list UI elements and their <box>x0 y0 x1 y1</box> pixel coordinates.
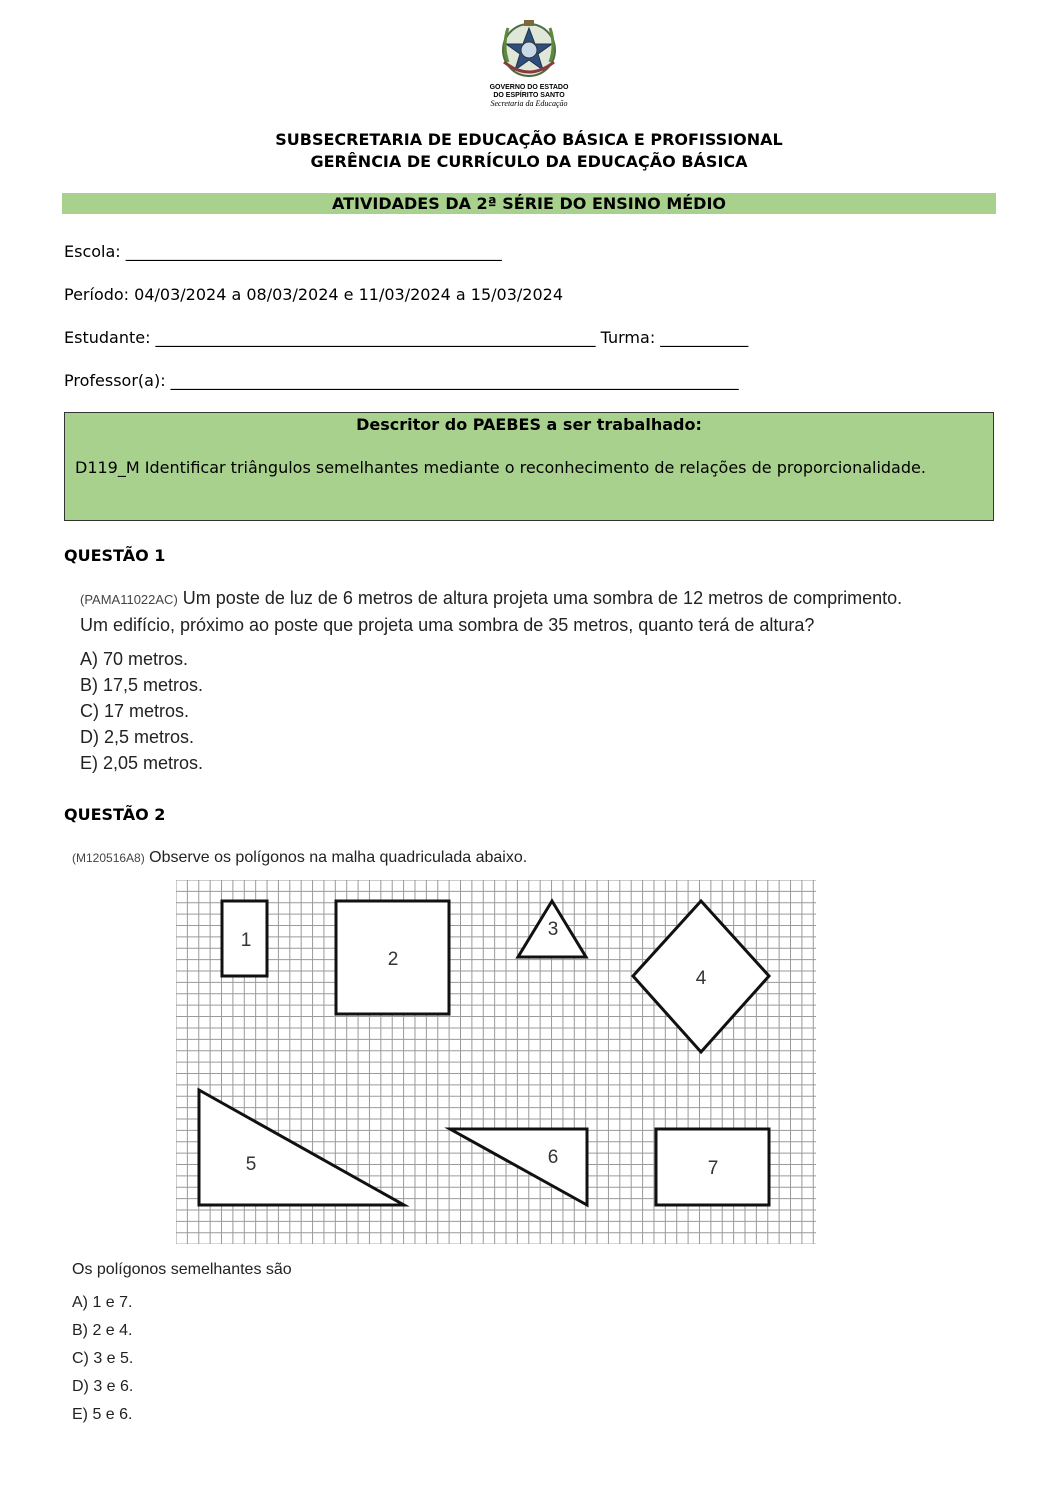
shape-label-6: 6 <box>547 1147 559 1168</box>
descriptor-box <box>64 412 994 521</box>
shape-label-7: 7 <box>707 1158 719 1179</box>
q1-option-d[interactable]: D) 2,5 metros. <box>80 727 195 747</box>
q1-option-b[interactable]: B) 17,5 metros. <box>80 675 204 695</box>
question-1-stem-line-1 <box>80 588 902 609</box>
professor-field[interactable]: Professor(a): _______________________________________________________________________ <box>64 371 739 390</box>
estudante-turma-field[interactable]: Estudante: _______________________________________________________ Turma: ___________ <box>64 328 749 347</box>
question-2-heading: QUESTÃO 2 <box>64 805 166 824</box>
question-2-code: (M120516A8) <box>72 851 145 865</box>
question-2-options <box>72 1289 133 1429</box>
government-caption <box>470 84 588 108</box>
shape-label-4: 4 <box>695 968 707 989</box>
header-title-1: SUBSECRETARIA DE EDUCAÇÃO BÁSICA E PROFISSIONAL <box>275 130 783 149</box>
question-1-stem-line-2: Um edifício, próximo ao poste que projeta uma sombra de 35 metros, quanto terá de altura? <box>80 615 815 635</box>
question-1-options <box>80 646 203 776</box>
gov-line-2: DO ESPÍRITO SANTO <box>493 92 565 99</box>
q1-option-a[interactable]: A) 70 metros. <box>80 649 189 669</box>
q2-option-d[interactable]: D) 3 e 6. <box>72 1378 134 1395</box>
state-crest-logo <box>498 18 560 82</box>
descriptor-text: D119_M Identificar triângulos semelhantes mediante o reconhecimento de relações de proporcionalidade. <box>75 458 926 477</box>
gov-line-1: GOVERNO DO ESTADO <box>489 84 569 91</box>
shape-label-2: 2 <box>387 949 399 970</box>
polygon-6-right-triangle <box>450 1129 587 1205</box>
q2-option-c[interactable]: C) 3 e 5. <box>72 1350 134 1367</box>
q1-option-e[interactable]: E) 2,05 metros. <box>80 753 204 773</box>
question-1-heading: QUESTÃO 1 <box>64 546 166 565</box>
question-1-stem-text-1: Um poste de luz de 6 metros de altura projeta uma sombra de 12 metros de comprimento. <box>182 588 903 608</box>
q1-option-c[interactable]: C) 17 metros. <box>80 701 190 721</box>
q2-option-b[interactable]: B) 2 e 4. <box>72 1322 133 1339</box>
descriptor-title: Descritor do PAEBES a ser trabalhado: <box>356 415 702 434</box>
escola-field[interactable]: Escola: _______________________________________________ <box>64 242 502 261</box>
q2-option-e[interactable]: E) 5 e 6. <box>72 1406 133 1423</box>
shape-label-5: 5 <box>245 1154 257 1175</box>
polygon-grid-figure <box>176 880 816 1244</box>
question-2-stem-text: Observe os polígonos na malha quadriculada abaixo. <box>149 849 528 866</box>
periodo-line: Período: 04/03/2024 a 08/03/2024 e 11/03/2024 a 15/03/2024 <box>64 285 563 304</box>
gov-line-3: Secretaria da Educação <box>490 99 568 108</box>
question-2-stem <box>72 849 527 867</box>
header-title-2: GERÊNCIA DE CURRÍCULO DA EDUCAÇÃO BÁSICA <box>310 152 748 171</box>
q2-option-a[interactable]: A) 1 e 7. <box>72 1294 133 1311</box>
activity-bar: ATIVIDADES DA 2ª SÉRIE DO ENSINO MÉDIO <box>62 193 996 214</box>
shape-label-3: 3 <box>547 919 559 940</box>
question-2-prompt: Os polígonos semelhantes são <box>72 1261 292 1278</box>
shape-label-1: 1 <box>240 930 252 951</box>
question-1-code: (PAMA11022AC) <box>80 592 178 607</box>
